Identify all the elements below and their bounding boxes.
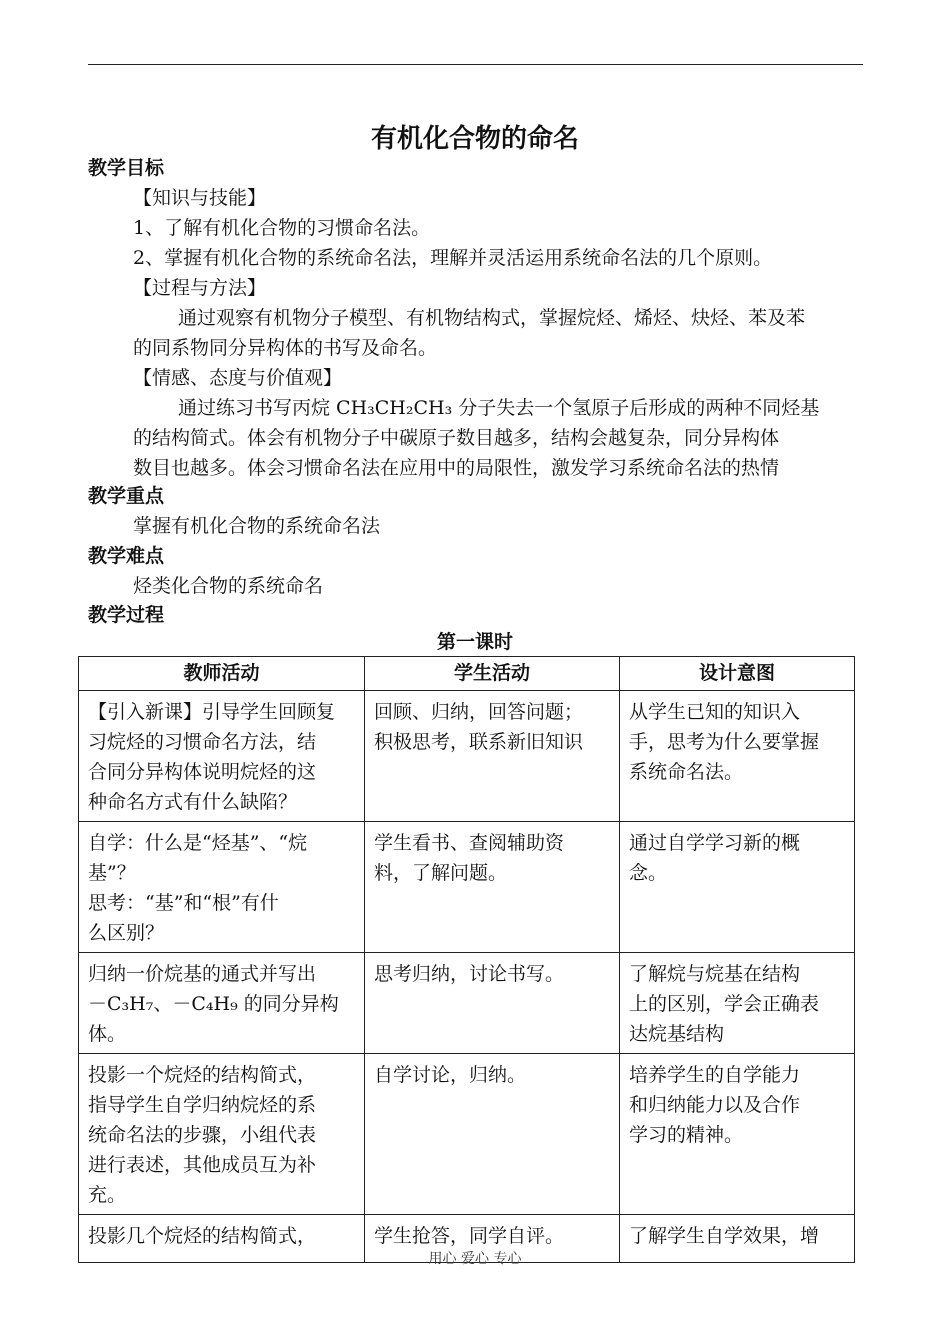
difficulty-text: 烃类化合物的系统命名 <box>133 575 324 597</box>
process-label: 【过程与方法】 <box>133 277 267 299</box>
knowledge-label: 【知识与技能】 <box>133 187 267 209</box>
intent-cell: 培养学生的自学能力 和归纳能力以及合作 学习的精神。 <box>620 1054 855 1215</box>
lesson-table <box>78 656 855 1263</box>
intent-cell: 了解学生自学效果，增 <box>620 1215 855 1263</box>
header-intent: 设计意图 <box>620 657 855 691</box>
teacher-cell: 【引入新课】引导学生回顾复 习烷烃的习惯命名方法，结 合同分异构体说明烷烃的这 种命名方式有什么缺陷？ <box>79 691 365 822</box>
knowledge-item: 1、了解有机化合物的习惯命名法。 <box>133 217 431 239</box>
teacher-cell: 投影一个烷烃的结构简式， 指导学生自学归纳烷烃的系 统命名法的步骤，小组代表 进行表述，其他成员互为补 充。 <box>79 1054 365 1215</box>
table-row <box>79 691 855 822</box>
student-cell: 思考归纳，讨论书写。 <box>365 953 620 1054</box>
header-student: 学生活动 <box>365 657 620 691</box>
intent-cell: 从学生已知的知识入 手，思考为什么要掌握 系统命名法。 <box>620 691 855 822</box>
emotion-label: 【情感、态度与价值观】 <box>133 367 343 389</box>
student-cell: 回顾、归纳，回答问题； 积极思考，联系新旧知识 <box>365 691 620 822</box>
page-title: 有机化合物的命名 <box>370 124 579 154</box>
table-row <box>79 1054 855 1215</box>
teacher-cell: 自学：什么是“烃基”、“烷 基”？ 思考：“基”和“根”有什 么区别？ <box>79 822 365 953</box>
process-text: 通过观察有机物分子模型、有机物结构式，掌握烷烃、烯烃、炔烃、苯及苯 <box>178 307 806 329</box>
lesson-title: 第一课时 <box>436 631 513 653</box>
page-footer: 用心 爱心 专心 <box>428 1251 522 1267</box>
intent-cell: 通过自学学习新的概 念。 <box>620 822 855 953</box>
teacher-cell: 归纳一价烷基的通式并写出 －C₃H₇、－C₄H₉ 的同分异构 体。 <box>79 953 365 1054</box>
objectives-heading: 教学目标 <box>88 157 165 179</box>
key-point-heading: 教学重点 <box>88 485 165 507</box>
teacher-cell: 投影几个烷烃的结构简式， <box>79 1215 365 1263</box>
difficulty-heading: 教学难点 <box>88 545 165 567</box>
process-heading: 教学过程 <box>88 604 165 626</box>
emotion-text: 的结构简式。体会有机物分子中碳原子数目越多，结构会越复杂，同分异构体 <box>133 427 780 449</box>
intent-cell: 了解烷与烷基在结构 上的区别，学会正确表 达烷基结构 <box>620 953 855 1054</box>
student-cell: 学生抢答，同学自评。 <box>365 1215 620 1263</box>
process-text: 的同系物同分异构体的书写及命名。 <box>133 337 438 359</box>
header-teacher: 教师活动 <box>79 657 365 691</box>
emotion-text: 通过练习书写丙烷 CH₃CH₂CH₃ 分子失去一个氢原子后形成的两种不同烃基 <box>178 397 820 419</box>
knowledge-item: 2、掌握有机化合物的系统命名法，理解并灵活运用系统命名法的几个原则。 <box>133 247 773 269</box>
table-row <box>79 953 855 1054</box>
table-row <box>79 822 855 953</box>
header-rule <box>88 64 863 65</box>
student-cell: 学生看书、查阅辅助资 料，了解问题。 <box>365 822 620 953</box>
key-point-text: 掌握有机化合物的系统命名法 <box>133 515 381 537</box>
student-cell: 自学讨论，归纳。 <box>365 1054 620 1215</box>
emotion-text: 数目也越多。体会习惯命名法在应用中的局限性，激发学习系统命名法的热情 <box>133 457 780 479</box>
